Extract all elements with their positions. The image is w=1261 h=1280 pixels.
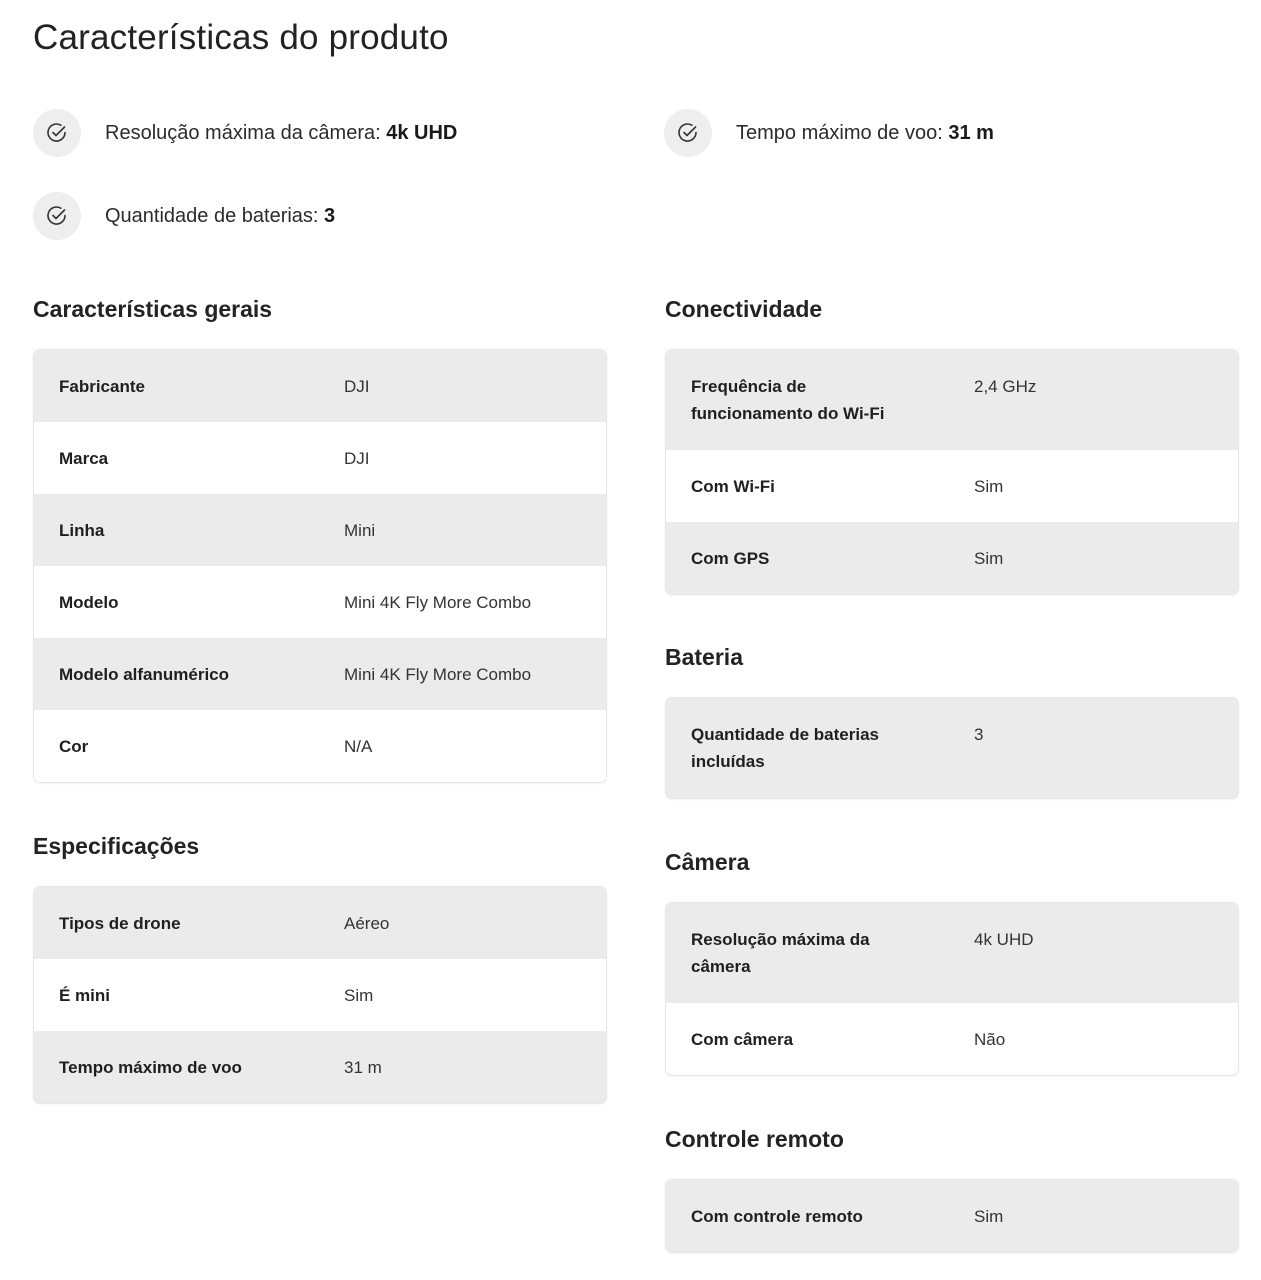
table-row [34, 710, 606, 782]
table-row [34, 350, 606, 422]
spec-value: DJI [344, 377, 370, 396]
spec-value: 2,4 GHz [974, 377, 1037, 396]
table-row [34, 422, 606, 494]
specifications-table [34, 887, 606, 1103]
battery-table [666, 698, 1238, 798]
spec-key: Modelo [59, 593, 119, 612]
spec-value: Mini [344, 521, 376, 540]
table-row [34, 638, 606, 710]
table-row [666, 1180, 1238, 1252]
spec-value: 3 [974, 725, 984, 744]
highlight-camera-resolution [33, 108, 457, 158]
spec-key: Com câmera [691, 1030, 794, 1049]
table-row [666, 450, 1238, 522]
check-circle-icon [33, 192, 81, 240]
section-title-battery: Bateria [665, 644, 743, 670]
highlight-flight-time [664, 108, 994, 158]
spec-value: 31 m [344, 1058, 382, 1077]
table-row [34, 1031, 606, 1103]
spec-value: Mini 4K Fly More Combo [344, 593, 532, 612]
table-row [666, 1003, 1238, 1075]
section-title-camera: Câmera [665, 849, 750, 875]
spec-value: Não [974, 1030, 1006, 1049]
spec-key: Frequência de funcionamento do Wi-Fi [691, 377, 885, 423]
spec-value: Aéreo [344, 914, 390, 933]
spec-key: Fabricante [59, 377, 145, 396]
connectivity-table [666, 350, 1238, 594]
highlight-text: Quantidade de baterias: 3 [105, 204, 336, 227]
spec-value: DJI [344, 449, 370, 468]
table-row [34, 959, 606, 1031]
table-row [666, 698, 1238, 798]
table-row [34, 566, 606, 638]
highlight-battery-count [33, 191, 335, 241]
spec-key: Modelo alfanumérico [59, 665, 230, 684]
spec-value: Sim [344, 986, 374, 1005]
section-title-remote-control: Controle remoto [665, 1126, 844, 1152]
page-title: Características do produto [33, 18, 449, 57]
general-specs-table [34, 350, 606, 782]
spec-key: Com Wi-Fi [691, 477, 775, 496]
section-title-specifications: Especificações [33, 833, 200, 859]
spec-value: Sim [974, 477, 1004, 496]
spec-value: Sim [974, 549, 1004, 568]
camera-table [666, 903, 1238, 1075]
table-row [666, 350, 1238, 450]
section-title-general: Características gerais [33, 296, 273, 322]
section-title-connectivity: Conectividade [665, 296, 823, 322]
highlight-text: Tempo máximo de voo: 31 m [736, 121, 994, 144]
check-circle-icon [664, 109, 712, 157]
highlight-text: Resolução máxima da câmera: 4k UHD [105, 121, 458, 144]
spec-value: Mini 4K Fly More Combo [344, 665, 532, 684]
spec-key: Quantidade de baterias incluídas [691, 725, 879, 771]
spec-key: Resolução máxima da câmera [691, 930, 870, 976]
spec-value: 4k UHD [974, 930, 1034, 949]
spec-key: É mini [59, 986, 111, 1005]
spec-key: Com GPS [691, 549, 770, 568]
spec-key: Marca [59, 449, 109, 468]
table-row [34, 494, 606, 566]
check-circle-icon [33, 109, 81, 157]
table-row [666, 903, 1238, 1003]
spec-key: Com controle remoto [691, 1207, 863, 1226]
remote-control-table [666, 1180, 1238, 1252]
spec-value: Sim [974, 1207, 1004, 1226]
spec-key: Tipos de drone [59, 914, 181, 933]
spec-key: Linha [59, 521, 105, 540]
spec-key: Tempo máximo de voo [59, 1058, 242, 1077]
table-row [666, 522, 1238, 594]
spec-key: Cor [59, 737, 89, 756]
spec-value: N/A [344, 737, 373, 756]
table-row [34, 887, 606, 959]
